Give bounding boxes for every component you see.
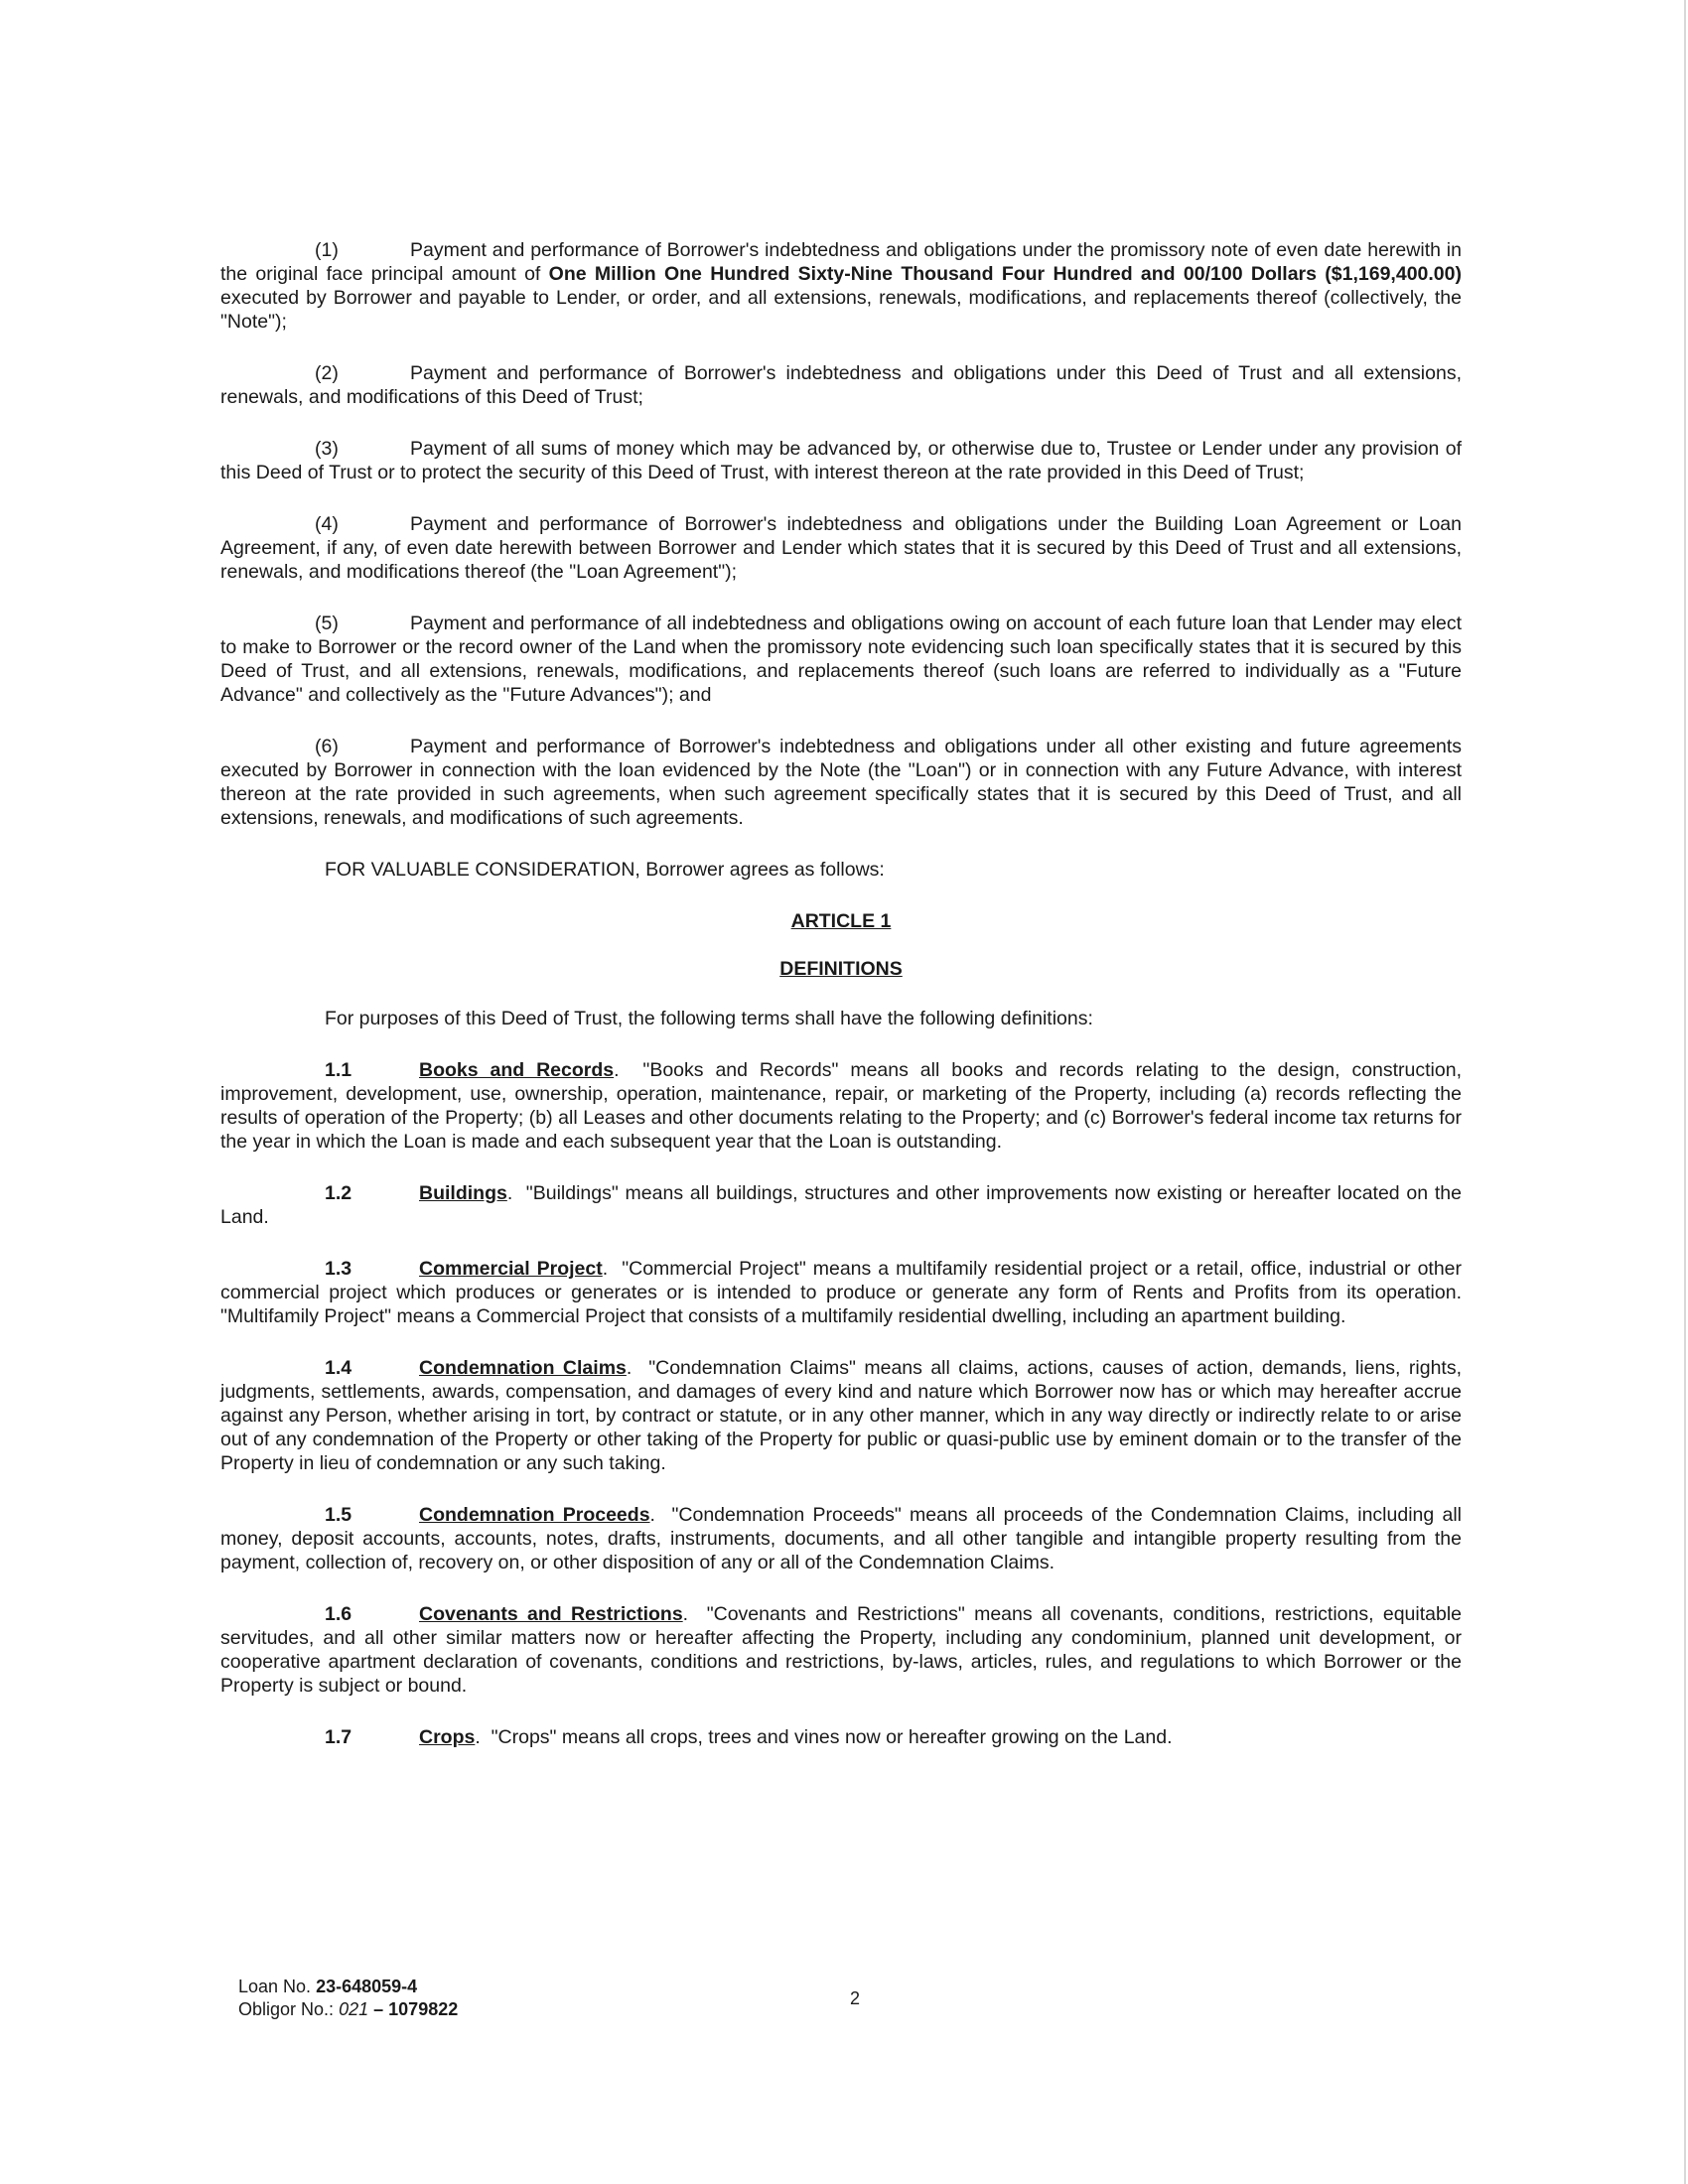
obligation-number: (1) [315, 239, 339, 261]
obligation-number: (3) [315, 438, 339, 460]
article-title: ARTICLE 1 [790, 910, 892, 932]
obligation-2: (2) Payment and performance of Borrower's indebtedness and obligations under this Deed of Trust and all extensions, renewals, and modifications of this Deed of Trust; [220, 362, 1462, 408]
loan-number: 23-648059-4 [316, 1977, 418, 1996]
obligation-4: (4) Payment and performance of Borrower's indebtedness and obligations under the Building Loan Agreement or Loan Agreement, if any, of even date herewith between Borrower and Lender which states that it is secured by this Deed of Trust and all extensions, renewals, and modifications thereof (the "Loan Agreement"); [220, 513, 1462, 583]
definition-term: Buildings [419, 1182, 507, 1204]
obligor-number-line: Obligor No.: 021 – 1079822 [238, 1999, 459, 2019]
page-body [220, 238, 1462, 1777]
definition-term: Condemnation Claims [419, 1357, 627, 1379]
definition-term: Covenants and Restrictions [419, 1603, 683, 1625]
article-subtitle: DEFINITIONS [779, 958, 903, 980]
definitions-intro: For purposes of this Deed of Trust, the following terms shall have the following definitions: [325, 1008, 1093, 1029]
obligation-5: (5) Payment and performance of all indebtedness and obligations owing on account of each future loan that Lender may elect to make to Borrower or the record owner of the Land when the promissory note evidencing such loan specifically states that it is secured by this Deed of Trust, and all extensions, renewals, modifications, and replacements thereof (such loans are referred to individually as a "Future Advance" and collectively as the "Future Advances"); and [220, 613, 1462, 706]
definition-1-4: 1.4 Condemnation Claims. "Condemnation Claims" means all claims, actions, causes of action, demands, liens, rights, judgments, settlements, awards, compensation, and damages of every kind and nature which Borrower now has or which may hereafter accrue against any Person, whether arising in tort, by contract or statute, or in any other manner, which in any way directly or indirectly relate to or arise out of any condemnation of the Property or other taking of the Property for public or quasi-public use by eminent domain or to the transfer of the Property in lieu of condemnation or any such taking. [220, 1357, 1462, 1474]
consideration-statement: FOR VALUABLE CONSIDERATION, Borrower agrees as follows: [325, 859, 885, 881]
obligation-1: (1) Payment and performance of Borrower's indebtedness and obligations under the promissory note of even date herewith in the original face principal amount of One Million One Hundred Sixty-Nine Thousand Four Hundred and 00/100 Dollars ($1,169,400.00) executed by Borrower and payable to Lender, or order, and all extensions, renewals, modifications, and replacements thereof (collectively, the "Note"); [220, 239, 1462, 333]
loan-number-line: Loan No. 23-648059-4 [238, 1977, 418, 1996]
definition-term: Condemnation Proceeds [419, 1504, 650, 1526]
obligation-number: (2) [315, 362, 339, 384]
obligor-number: 1079822 [388, 1999, 459, 2019]
loan-amount: One Million One Hundred Sixty-Nine Thousand Four Hundred and 00/100 Dollars ($1,169,400.00) [548, 263, 1462, 285]
definition-1-5: 1.5 Condemnation Proceeds. "Condemnation Proceeds" means all proceeds of the Condemnation Claims, including all money, deposit accounts, accounts, notes, drafts, instruments, documents, and all other tangible and intangible property resulting from the payment, collection of, recovery on, or other disposition of any or all of the Condemnation Claims. [220, 1504, 1462, 1573]
definition-1-1: 1.1 Books and Records. "Books and Records" means all books and records relating to the design, construction, improvement, development, use, ownership, operation, maintenance, repair, or marketing of the Property, including (a) records reflecting the results of operation of the Property; (b) all Leases and other documents relating to the Property; and (c) Borrower's federal income tax returns for the year in which the Loan is made and each subsequent year that the Loan is outstanding. [220, 1059, 1462, 1153]
definition-1-3: 1.3 Commercial Project. "Commercial Project" means a multifamily residential project or a retail, office, industrial or other commercial project which produces or generates or is intended to produce or generate any form of Rents and Profits from its operation. "Multifamily Project" means a Commercial Project that consists of a multifamily residential dwelling, including an apartment building. [220, 1258, 1463, 1327]
definition-1-6: 1.6 Covenants and Restrictions. "Covenants and Restrictions" means all covenants, conditions, restrictions, equitable servitudes, and all other similar matters now or hereafter affecting the Property, including any condominium, planned unit development, or cooperative apartment declaration of covenants, conditions and restrictions, by-laws, articles, rules, and regulations to which Borrower or the Property is subject or bound. [220, 1603, 1462, 1697]
definition-term: Crops [419, 1726, 476, 1748]
page-number: 2 [850, 1988, 861, 2008]
obligation-number: (4) [315, 513, 339, 535]
obligation-number: (5) [315, 613, 339, 634]
definition-term: Books and Records [419, 1059, 615, 1081]
obligation-number: (6) [315, 736, 339, 757]
footer-loan-info [238, 1976, 458, 2021]
definition-term: Commercial Project [419, 1258, 603, 1280]
definition-1-7: 1.7 Crops. "Crops" means all crops, trees and vines now or hereafter growing on the Land. [325, 1726, 1173, 1748]
definition-1-2: 1.2 Buildings. "Buildings" means all buildings, structures and other improvements now existing or hereafter located on the Land. [220, 1182, 1462, 1228]
obligation-6: (6) Payment and performance of Borrower's indebtedness and obligations under all other existing and future agreements executed by Borrower in connection with the loan evidenced by the Note (the "Loan") or in connection with any Future Advance, with interest thereon at the rate provided in such agreements, when such agreement specifically states that it is secured by this Deed of Trust, and all extensions, renewals, and modifications of such agreements. [220, 736, 1462, 829]
page-edge [1684, 0, 1686, 2184]
obligation-3: (3) Payment of all sums of money which may be advanced by, or otherwise due to, Trustee or Lender under any provision of this Deed of Trust or to protect the security of this Deed of Trust, with interest thereon at the rate provided in this Deed of Trust; [220, 438, 1462, 483]
